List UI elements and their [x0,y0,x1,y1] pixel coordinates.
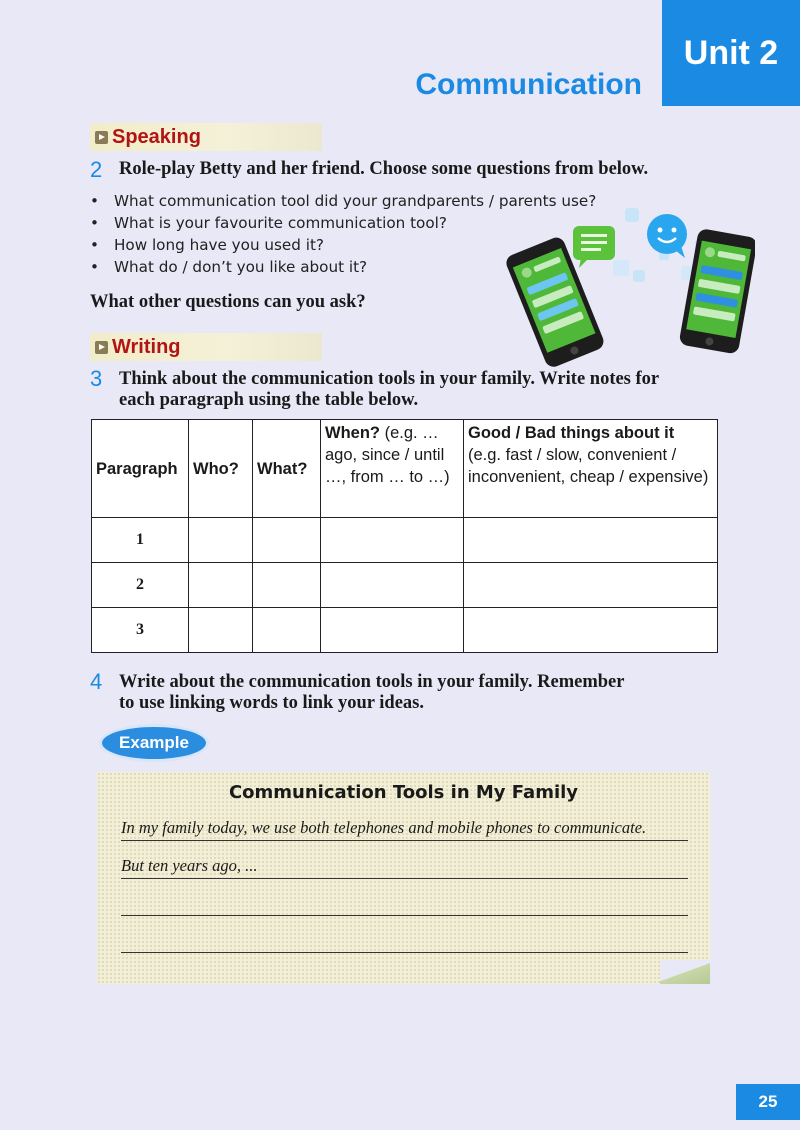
play-bullet-icon [95,341,108,354]
task-3-instruction-line-1: Think about the communication tools in your family. Write notes for [119,369,660,389]
task-4-instruction-line-2: to use linking words to link your ideas. [119,693,424,713]
writing-heading-label: Writing [112,335,181,358]
when-cell[interactable] [321,608,464,653]
header-good-bad-bold: Good / Bad things about it [468,424,675,442]
page-title: Communication [415,68,642,101]
list-item: • What is your favourite communication tool? [90,212,596,234]
example-writing-paper [97,772,710,984]
who-cell[interactable] [189,518,253,563]
row-number: 1 [92,518,189,563]
other-questions-prompt: What other questions can you ask? [90,292,366,312]
writing-heading [90,333,322,361]
header-paragraph: Paragraph [92,420,189,518]
when-cell[interactable] [321,518,464,563]
header-what: What? [253,420,321,518]
row-number: 3 [92,608,189,653]
speaking-heading [90,123,322,151]
table-header-row [92,420,718,518]
what-cell[interactable] [253,563,321,608]
task-3-instruction-line-2: each paragraph using the table below. [119,390,419,410]
header-good-bad-example: (e.g. fast / slow, convenient / inconvenient, cheap / expensive) [468,446,709,486]
smartphones-chat-icon [505,200,755,370]
list-item: • What communication tool did your grandparents / parents use? [90,190,596,212]
what-cell[interactable] [253,518,321,563]
good-bad-cell[interactable] [464,608,718,653]
list-item: • What do / don’t you like about it? [90,256,596,278]
row-number: 2 [92,563,189,608]
task-4-instruction-line-1: Write about the communication tools in your family. Remember [119,672,625,692]
good-bad-cell[interactable] [464,563,718,608]
task-number-2: 2 [90,157,103,182]
writing-line[interactable]: In my family today, we use both telephones and mobile phones to communicate. [121,818,688,841]
when-cell[interactable] [321,563,464,608]
page-number: 25 [736,1084,800,1120]
task-3-instruction [119,369,659,411]
list-item: • How long have you used it? [90,234,596,256]
task-number-3: 3 [90,366,103,391]
who-cell[interactable] [189,608,253,653]
header-when-bold: When? [325,424,380,442]
header-who: Who? [189,420,253,518]
table-row [92,518,718,563]
header-when-example: (e.g. … ago, since / until …, from … to …) [325,424,450,486]
good-bad-cell[interactable] [464,518,718,563]
task-4-instruction [119,672,624,714]
writing-line[interactable] [121,893,688,916]
play-bullet-icon [95,131,108,144]
task-2-instruction: Role-play Betty and her friend. Choose some questions from below. [119,159,649,179]
what-cell[interactable] [253,608,321,653]
writing-line[interactable] [121,930,688,953]
example-badge: Example [102,727,206,759]
notes-table [91,419,718,653]
task-number-4: 4 [90,669,103,694]
example-title: Communication Tools in My Family [228,782,579,803]
page-curl-decoration [660,960,710,984]
speaking-heading-label: Speaking [112,125,201,148]
who-cell[interactable] [189,563,253,608]
table-row [92,563,718,608]
header-when [321,420,464,518]
header-good-bad [464,420,718,518]
table-row [92,608,718,653]
unit-label: Unit 2 [662,0,800,106]
writing-line[interactable]: But ten years ago, ... [121,856,688,879]
